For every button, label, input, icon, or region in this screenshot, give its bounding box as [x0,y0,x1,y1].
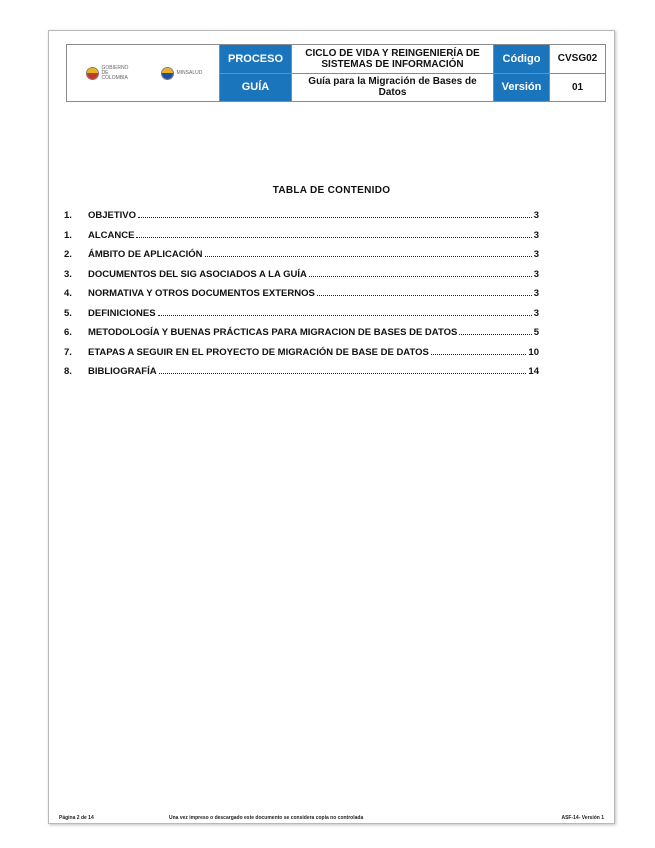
toc-title: TABLA DE CONTENIDO [272,185,391,196]
minsalud-logo: MINSALUD [161,67,201,80]
codigo-label: Código [494,45,550,74]
gobierno-logo: GOBIERNO DE COLOMBIA [86,66,136,81]
toc-entry-page: 3 [533,249,539,260]
toc-entry-etapas[interactable] [64,346,539,366]
toc-entry-number: 4. [64,288,72,299]
toc-entry-ambito[interactable] [64,248,539,268]
toc-leader-dots [317,287,532,296]
logo-cell [67,45,220,102]
toc-entry-page: 3 [533,210,539,221]
toc-entry-page: 3 [533,229,539,241]
toc-entry-normativa[interactable] [64,287,539,307]
toc-entry-text: DEFINICIONES [88,307,156,319]
document-header [66,44,606,102]
proceso-value: CICLO DE VIDA Y REINGENIERÍA DE SISTEMAS DE INFORMACIÓN [292,45,494,74]
footer-page-info: Página 2 de 14 [59,815,94,821]
guia-label: GUÍA [220,73,292,102]
toc-entry-number: 7. [64,346,72,358]
toc-entry-definiciones[interactable] [64,307,539,327]
toc-entry-page: 5 [533,327,539,338]
toc-leader-dots [138,209,532,218]
toc-entry-documentos[interactable] [64,268,539,288]
proceso-label: PROCESO [220,45,292,74]
seal-icon [161,67,174,80]
toc-entry-alcance[interactable] [64,229,539,249]
toc-entry-objetivo[interactable] [64,209,539,229]
toc-entry-page: 3 [533,288,539,299]
toc-leader-dots [431,346,527,355]
version-value: 01 [550,73,606,102]
toc-entry-page: 10 [528,346,539,358]
toc-entry-metodologia[interactable] [64,326,539,346]
toc-leader-dots [459,326,531,335]
toc-entry-text: DOCUMENTOS DEL SIG ASOCIADOS A LA GUÍA [88,268,307,280]
toc-entry-page: 3 [533,307,539,319]
toc-entry-number: 5. [64,307,72,319]
toc-entry-text: METODOLOGÍA Y BUENAS PRÁCTICAS PARA MIGRACION DE BASES DE DATOS [88,327,458,338]
toc-entry-text: ALCANCE [88,229,135,241]
guia-value: Guía para la Migración de Bases de Datos [292,73,494,102]
toc-entry-text: NORMATIVA Y OTROS DOCUMENTOS EXTERNOS [88,288,315,299]
seal-icon [86,67,99,80]
document-page [48,30,615,824]
toc-entry-number: 1. [64,210,72,221]
toc-entry-text: ETAPAS A SEGUIR EN EL PROYECTO DE MIGRACIÓN DE BASE DE DATOS [88,346,429,358]
table-of-contents [64,209,539,385]
toc-entry-text: ÁMBITO DE APLICACIÓN [88,249,203,260]
toc-entry-number: 3. [64,268,72,280]
toc-leader-dots [136,229,531,238]
footer-disclaimer: Una vez impreso o descargado este documento se considera copia no controlada [169,815,364,821]
toc-entry-page: 3 [533,268,539,280]
toc-leader-dots [158,307,532,316]
codigo-value: CVSG02 [550,45,606,74]
toc-entry-text: OBJETIVO [88,210,137,221]
toc-leader-dots [309,268,532,277]
toc-entry-page: 14 [528,366,539,377]
footer-form-version: ASF-14- Versión 1 [561,815,604,821]
version-label: Versión [494,73,550,102]
toc-entry-bibliografia[interactable] [64,365,539,385]
toc-leader-dots [205,248,532,257]
toc-entry-number: 2. [64,249,72,260]
toc-entry-text: BIBLIOGRAFÍA [88,366,157,377]
toc-entry-number: 8. [64,366,72,377]
toc-entry-number: 1. [64,229,72,241]
toc-entry-number: 6. [64,327,72,338]
toc-leader-dots [159,365,527,374]
